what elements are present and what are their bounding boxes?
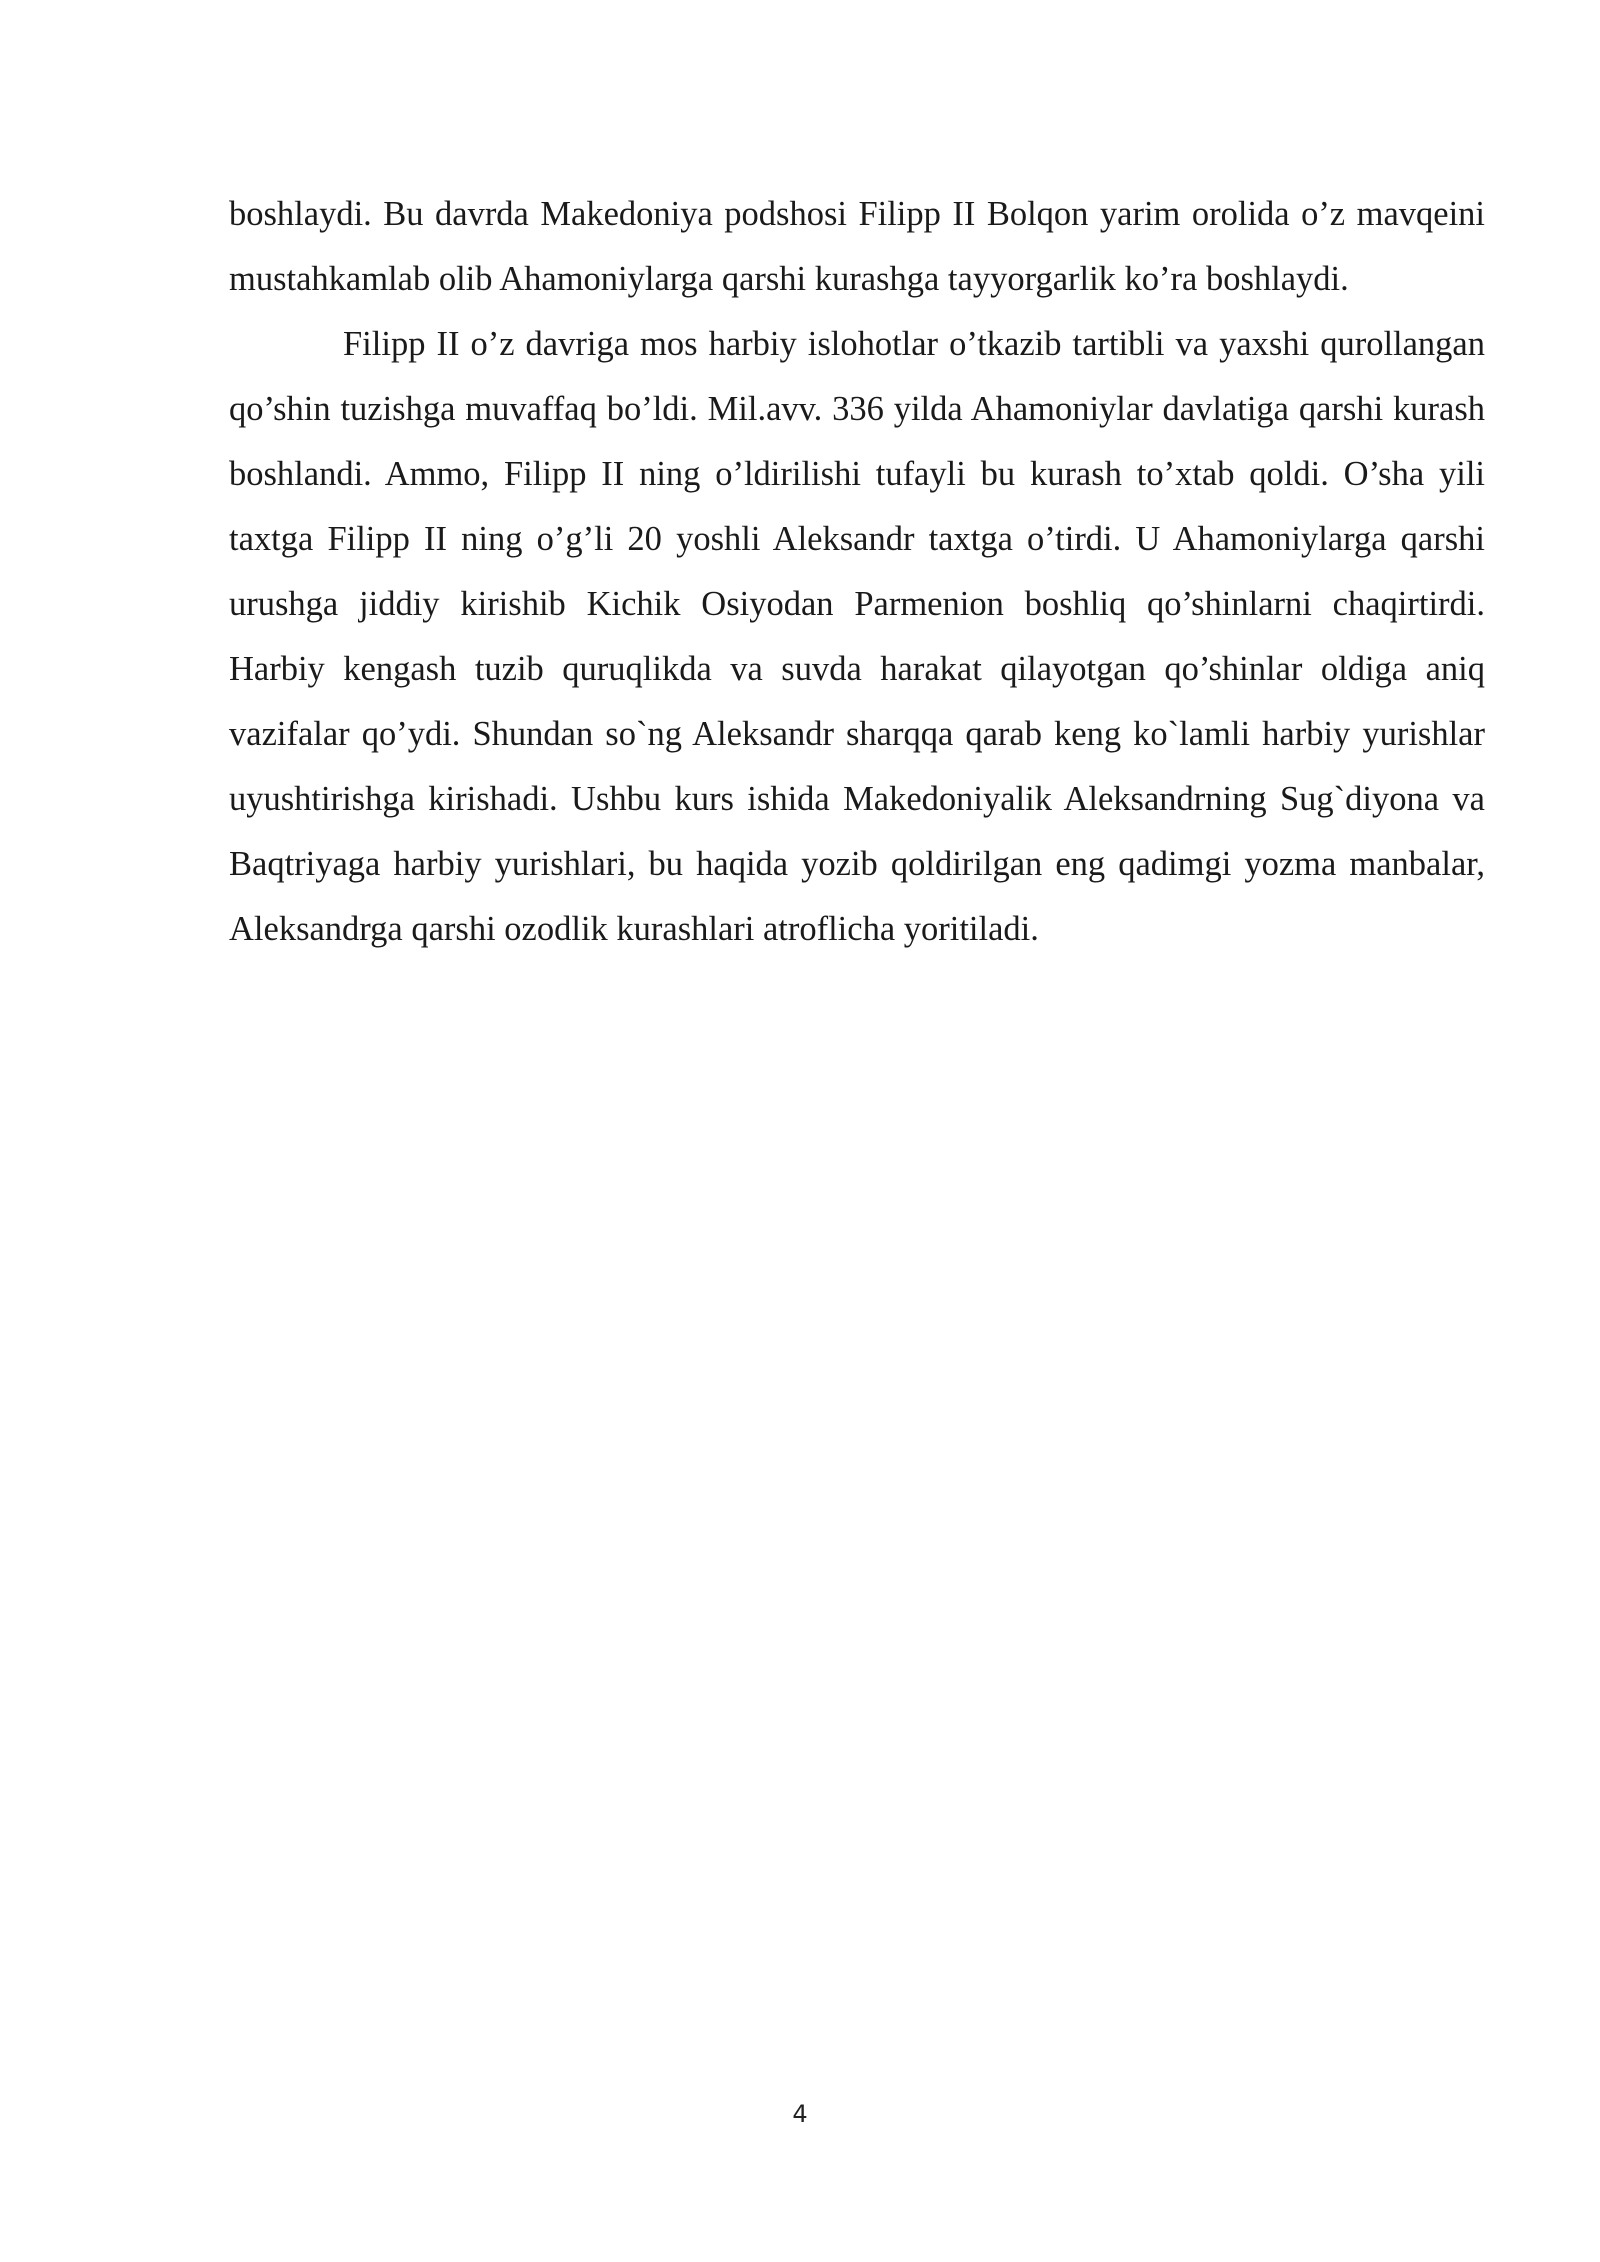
paragraph-filipp: Filipp II o’z davriga mos harbiy islohotlar o’tkazib tartibli va yaxshi qurollangan qo’shin tuzishga muvaffaq bo’ldi. Mil.avv. 336 yilda Ahamoniylar davlatiga qarshi kurash boshlandi. Ammo, Filipp II ning o’ldirilishi tufayli bu kurash to’xtab qoldi. O’sha yili taxtga Filipp II ning o’g’li 20 yoshli Aleksandr taxtga o’tirdi. U Ahamoniylarga qarshi urushga jiddiy kirishib Kichik Osiyodan Parmenion boshliq qo’shinlarni chaqirtirdi. Harbiy kengash tuzib quruqlikda va suvda harakat qilayotgan qo’shinlar oldiga aniq vazifalar qo’ydi. Shundan so`ng Aleksandr sharqqa qarab keng ko`lamli harbiy yurishlar uyushtirishga kirishadi. Ushbu kurs ishida Makedoniyalik Aleksandrning Sug`diyona va Baqtriyaga harbiy yurishlari, bu haqida yozib qoldirilgan eng qadimgi yozma manbalar, Aleksandrga qarshi ozodlik kurashlari atroflicha yoritiladi. — [229, 325, 1485, 948]
paragraph-continuation: boshlaydi. Bu davrda Makedoniya podshosi Filipp II Bolqon yarim orolida o’z mavqeini mustahkamlab olib Ahamoniylarga qarshi kurashga tayyorgarlik ko’ra boshlaydi. — [229, 195, 1485, 298]
page-number: 4 — [792, 2100, 808, 2128]
body-text — [229, 182, 1485, 962]
